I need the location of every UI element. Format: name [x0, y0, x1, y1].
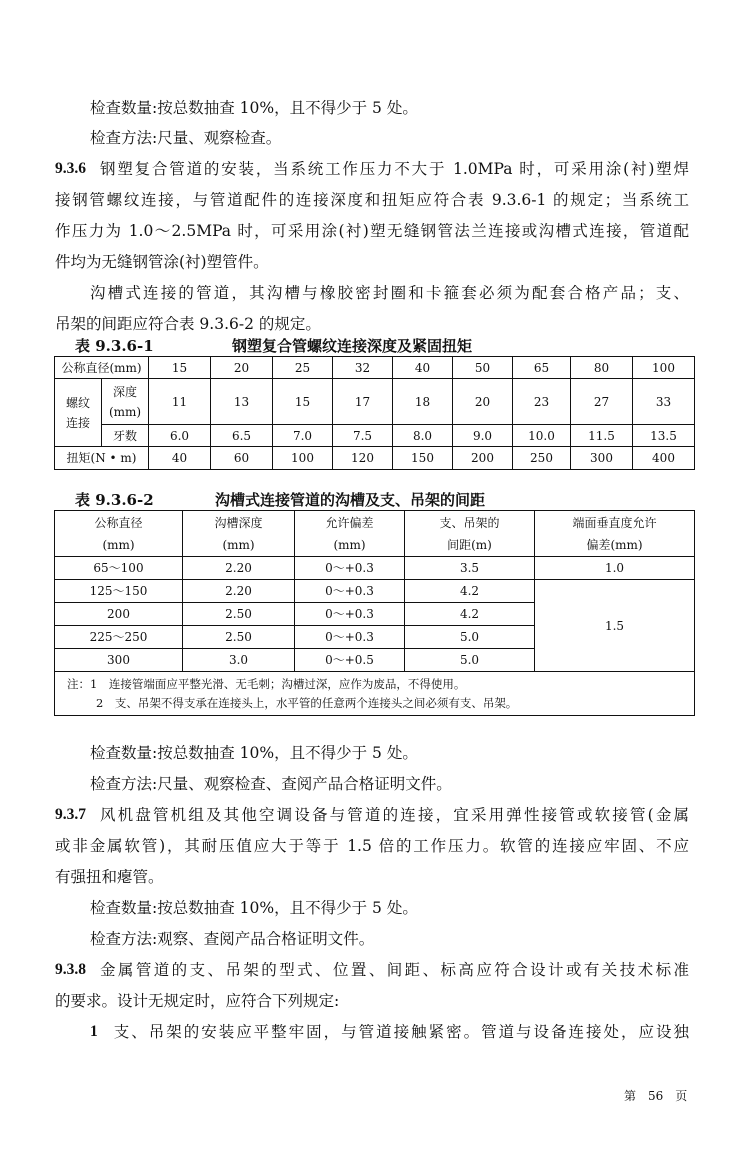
check-method-line: 检查方法:尺量、观察检查。 [90, 129, 282, 147]
table-row [55, 357, 695, 379]
header-line: 公称直径 [94, 515, 143, 530]
table-cell: 13.5 [633, 425, 695, 447]
table-cell: 1.0 [535, 557, 695, 580]
groove-paragraph-line-2: 吊架的间距应符合表 9.3.6-2 的规定。 [55, 315, 321, 333]
table-2-title: 沟槽式连接管道的沟槽及支、吊架的间距 [215, 491, 486, 509]
table-cell: 8.0 [393, 425, 453, 447]
item-text: 支、吊架的安装应平整牢固，与管道接触紧密。管道与设备连接处，应设独 [113, 1023, 689, 1041]
table-cell: 300 [55, 649, 183, 672]
header-unit: 偏差(mm) [586, 537, 643, 552]
clause-number: 9.3.7 [55, 806, 86, 823]
table-cell: 300 [571, 447, 633, 470]
table-cell: 50 [453, 357, 513, 379]
torque-label: 扭矩(N • m) [55, 447, 149, 470]
table-cell: 125～150 [55, 580, 183, 603]
header-unit: (mm) [222, 537, 255, 552]
clause-9-3-8-line-1 [55, 960, 689, 980]
table-cell: 17 [333, 379, 393, 425]
table-row [55, 580, 695, 603]
table-notes-row [55, 672, 695, 716]
header-groove-depth [183, 511, 295, 557]
table-cell: 33 [633, 379, 695, 425]
diameter-header: 公称直径(mm) [55, 357, 149, 379]
table-cell: 100 [633, 357, 695, 379]
header-tolerance [295, 511, 405, 557]
table-thread-depth-torque [54, 356, 695, 470]
table-cell: 23 [513, 379, 571, 425]
table-cell: 13 [211, 379, 273, 425]
check-quantity-line-2: 检查数量:按总数抽查 10%，且不得少于 5 处。 [90, 744, 418, 762]
table-notes [55, 672, 695, 716]
table-cell: 6.0 [149, 425, 211, 447]
table-cell: 20 [211, 357, 273, 379]
table-cell: 4.2 [405, 580, 535, 603]
thread-count-label: 牙数 [102, 425, 149, 447]
table-cell: 0～+0.3 [295, 626, 405, 649]
table-cell: 0～+0.3 [295, 580, 405, 603]
table-groove-hanger-spacing [54, 510, 695, 716]
table-row [55, 447, 695, 470]
table-cell: 65 [513, 357, 571, 379]
header-line: 支、吊架的 [439, 515, 500, 530]
table-cell: 60 [211, 447, 273, 470]
table-cell: 3.0 [183, 649, 295, 672]
note-2: 2 支、吊架不得支承在连接头上，水平管的任意两个连接头之间必须有支、吊架。 [96, 696, 518, 710]
clause-9-3-7-line-3: 有强扭和瘪管。 [55, 868, 164, 886]
table-row [55, 557, 695, 580]
clause-9-3-8-line-2: 的要求。设计无规定时，应符合下列规定: [55, 992, 340, 1010]
header-hanger-spacing [405, 511, 535, 557]
clause-9-3-6-line-3: 作压力为 1.0～2.5MPa 时，可采用涂(衬)塑无缝钢管法兰连接或沟槽式连接，管道配 [55, 222, 689, 240]
table-cell: 18 [393, 379, 453, 425]
table-cell: 6.5 [211, 425, 273, 447]
table-cell: 5.0 [405, 649, 535, 672]
header-perpendicularity [535, 511, 695, 557]
clause-9-3-6-line-2: 接钢管螺纹连接，与管道配件的连接深度和扭矩应符合表 9.3.6-1 的规定；当系统工 [55, 191, 689, 209]
table-cell: 65～100 [55, 557, 183, 580]
table-cell: 120 [333, 447, 393, 470]
note-1: 注：1 连接管端面应平整光滑、无毛刺；沟槽过深，应作为废品，不得使用。 [67, 677, 466, 691]
table-row [55, 379, 695, 425]
table-cell: 80 [571, 357, 633, 379]
table-cell: 4.2 [405, 603, 535, 626]
table-cell: 40 [393, 357, 453, 379]
check-method-line-2: 检查方法:尺量、观察检查、查阅产品合格证明文件。 [90, 775, 452, 793]
table-1-title: 钢塑复合管螺纹连接深度及紧固扭矩 [232, 337, 473, 355]
table-cell: 15 [273, 379, 333, 425]
table-cell: 400 [633, 447, 695, 470]
table-cell: 3.5 [405, 557, 535, 580]
table-cell: 5.0 [405, 626, 535, 649]
header-line: 允许偏差 [325, 515, 374, 530]
table-cell: 32 [333, 357, 393, 379]
table-cell: 10.0 [513, 425, 571, 447]
item-number: 1 [90, 1023, 98, 1040]
page-number: 第 56 页 [624, 1089, 688, 1103]
item-1-line [90, 1022, 689, 1042]
table-cell: 7.0 [273, 425, 333, 447]
table-cell: 11.5 [571, 425, 633, 447]
clause-text: 风机盘管机组及其他空调设备与管道的连接，宜采用弹性接管或软接管(金属 [100, 806, 689, 824]
table-cell: 2.20 [183, 580, 295, 603]
table-cell: 11 [149, 379, 211, 425]
table-cell: 0～+0.3 [295, 557, 405, 580]
table-cell: 0～+0.3 [295, 603, 405, 626]
table-2-id: 表 9.3.6-2 [75, 491, 154, 509]
check-method-line-3: 检查方法:观察、查阅产品合格证明文件。 [90, 930, 375, 948]
header-nominal-diameter [55, 511, 183, 557]
clause-9-3-6-line-4: 件均为无缝钢管涂(衬)塑管件。 [55, 253, 269, 271]
groove-paragraph-line-1: 沟槽式连接的管道，其沟槽与橡胶密封圈和卡箍套必须为配套合格产品；支、 [90, 284, 689, 302]
table-cell-merged: 1.5 [535, 580, 695, 672]
header-unit: 间距(m) [447, 537, 492, 552]
table-cell: 250 [513, 447, 571, 470]
clause-text: 金属管道的支、吊架的型式、位置、间距、标高应符合设计或有关技术标准 [100, 961, 689, 979]
check-quantity-line-3: 检查数量:按总数抽查 10%，且不得少于 5 处。 [90, 899, 418, 917]
table-cell: 2.50 [183, 603, 295, 626]
table-cell: 2.20 [183, 557, 295, 580]
header-line: 端面垂直度允许 [572, 515, 657, 530]
table-cell: 7.5 [333, 425, 393, 447]
table-cell: 225～250 [55, 626, 183, 649]
clause-9-3-6-line-1 [55, 159, 689, 179]
table-cell: 2.50 [183, 626, 295, 649]
clause-text: 钢塑复合管道的安装，当系统工作压力不大于 1.0MPa 时，可采用涂(衬)塑焊 [100, 160, 689, 178]
clause-9-3-7-line-1 [55, 805, 689, 825]
table-cell: 25 [273, 357, 333, 379]
table-cell: 100 [273, 447, 333, 470]
header-unit: (mm) [102, 537, 135, 552]
table-cell: 0～+0.5 [295, 649, 405, 672]
clause-9-3-7-line-2: 或非金属软管)，其耐压值应大于等于 1.5 倍的工作压力。软管的连接应牢固、不应 [55, 837, 689, 855]
table-cell: 40 [149, 447, 211, 470]
clause-number: 9.3.8 [55, 961, 86, 978]
table-cell: 150 [393, 447, 453, 470]
table-1-id: 表 9.3.6-1 [75, 337, 154, 355]
check-quantity-line: 检查数量:按总数抽查 10%，且不得少于 5 处。 [90, 99, 418, 117]
clause-number: 9.3.6 [55, 160, 86, 177]
table-cell: 200 [453, 447, 513, 470]
header-line: 沟槽深度 [214, 515, 263, 530]
table-cell: 9.0 [453, 425, 513, 447]
depth-label: 深度(mm) [102, 379, 149, 425]
table-row [55, 425, 695, 447]
table-header-row [55, 511, 695, 557]
table-cell: 200 [55, 603, 183, 626]
header-unit: (mm) [333, 537, 366, 552]
table-cell: 20 [453, 379, 513, 425]
thread-connection-label: 螺纹连接 [55, 379, 102, 447]
table-cell: 27 [571, 379, 633, 425]
table-cell: 15 [149, 357, 211, 379]
